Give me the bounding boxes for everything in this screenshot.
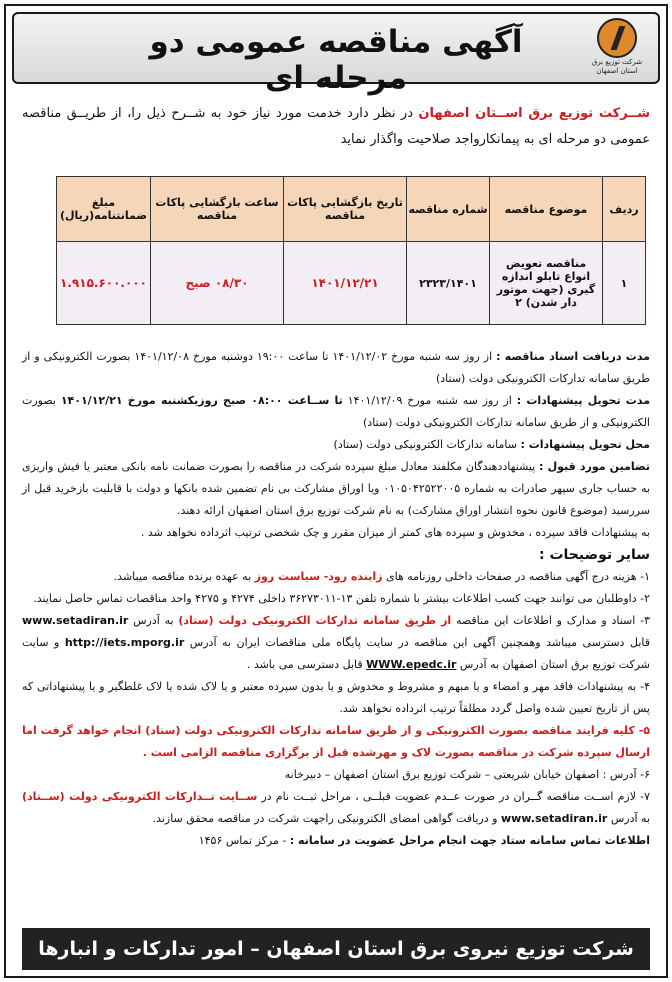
- guarantees: [22, 456, 650, 522]
- deliver-text-1: از روز سه شنبه مورخ ۱۴۰۱/۱۲/۰۹: [342, 394, 517, 407]
- item7-a: ۷- لازم اســت مناقصه گــران در صورت عــدم عضویت قبلــی ، مراحل ثبــت نام در: [257, 790, 650, 803]
- item-6: ۶- آدرس : اصفهان خیابان شریعتی – شرکت توزیع برق استان اصفهان – دبیرخانه: [284, 768, 650, 781]
- item-5: ۵- کلیه فرایند مناقصه بصورت الکترونیکی و از طریق سامانه تدارکات الکترونیکی دولت (ستاد) انجام خواهد گرفت اما ارسال سپرده شرکت در مناقصه بصورت لاک و مهرشده قبل از برگزاری مناقصه الزامی است .: [22, 724, 650, 759]
- logo-caption-1: شرکت توزیع برق: [591, 58, 643, 66]
- receive-label: مدت دریافت اسناد مناقصه :: [496, 350, 650, 363]
- deliver-offers: [22, 390, 650, 434]
- deposit-note: به پیشنهادات فاقد سپرده ، مخدوش و سپرده های کمتر از میزان مقرر و چک شخصی ترتیب اثرداده نخواهد شد .: [140, 526, 650, 539]
- col-subject: موضوع مناقصه: [490, 177, 603, 242]
- cell-guarantee: ۱.۹۱۵.۶۰۰.۰۰۰: [57, 242, 151, 325]
- deliver-label: مدت تحویل پیشنهادات :: [516, 394, 651, 407]
- item-2: ۲- داوطلبان می توانند جهت کسب اطلاعات بیشتر با شماره تلفن ۱۳-۳۶۲۷۳۰۱۱ داخلی ۴۲۷۴ و ۴۲۷۵ واحد مناقصات تماس حاصل نمایند.: [33, 592, 650, 605]
- item-3: [22, 610, 650, 676]
- col-guarantee: مبلغ ضمانتنامه(ریال): [57, 177, 151, 242]
- footer-banner: شرکت توزیع نیروی برق استان اصفهان – امور تدارکات و انبارها: [22, 928, 650, 970]
- col-row: ردیف: [603, 177, 646, 242]
- col-open-time: ساعت بازگشایی پاکات مناقصه: [151, 177, 284, 242]
- intro-text: در نظر دارد خدمت مورد نیاز خود به شــرح ذیل را، از طریــق مناقصه عمومی دو مرحله ای به پیمانکارواجد صلاحیت واگذار نماید: [22, 106, 650, 147]
- deliver-place: [22, 434, 650, 456]
- item7-b: به آدرس: [607, 812, 650, 825]
- notice-page: [4, 4, 668, 978]
- table-row: [57, 242, 646, 325]
- item-1: [22, 566, 650, 588]
- contact-info: [22, 830, 650, 852]
- details-section: [22, 346, 650, 852]
- cell-subject: مناقصه تعویض انواع تابلو اندازه گیری (جهت موتور دار شدن) ۲: [490, 242, 603, 325]
- item7-setad: ســایت تــدارکات الکترونیکی دولت (ســتاد): [22, 790, 258, 803]
- setad-link-2[interactable]: www.setadiran.ir: [500, 812, 608, 825]
- contact-text: - مرکز تماس ۱۴۵۶: [198, 834, 290, 847]
- receive-text: از روز سه شنبه مورخ ۱۴۰۱/۱۲/۰۲ تا ساعت ۱۹:۰۰ دوشنبه مورخ ۱۴۰۱/۱۲/۰۸ بصورت الکترونیکی و از طریق سامانه تدارکات الکترونیکی دولت (ستاد): [22, 350, 650, 385]
- lightning-icon: [597, 18, 637, 58]
- item-4: ۴- به پیشنهادات فاقد مهر و امضاء و یا مبهم و مشروط و مخدوش و یا بدون سپرده معتبر و یا لاک شده یا لاک غلطگیر و یا پیشنهاداتی که پس از تاریخ تعیین شده واصل گردد مطلقاً ترتیب اثرداده نخواهد شد.: [22, 680, 650, 715]
- col-number: شماره مناقصه: [407, 177, 490, 242]
- item3-setad: از طریق سامانه تدارکات الکترونیکی دولت (ستاد): [178, 614, 452, 627]
- item1-b: به عهده برنده مناقصه میباشد.: [113, 570, 255, 583]
- logo-caption-2: استان اصفهان: [596, 67, 638, 75]
- table-header-row: [57, 177, 646, 242]
- other-title: سایر توضیحات :: [538, 547, 650, 563]
- deliver-deadline: تا ســاعت ۰۸:۰۰ صبح روزیکشنبه مورخ ۱۴۰۱/۱۲/۲۱: [60, 394, 343, 407]
- item7-c: و دریافت گواهی امضای الکترونیکی راجهت شرکت در مناقصه محقق سازند.: [152, 812, 501, 825]
- iets-link[interactable]: http://iets.mporg.ir: [64, 636, 185, 649]
- item3-d: و سایت شرکت توزیع برق استان اصفهان به آدرس: [22, 636, 650, 671]
- tender-table: [56, 176, 646, 325]
- cell-row: ۱: [603, 242, 646, 325]
- company-name: شــرکت توزیع برق اســتان اصفهان: [418, 106, 650, 121]
- deliver-text-2: بصورت الکترونیکی و از طریق سامانه تدارکات الکترونیکی دولت (ستاد): [22, 394, 650, 429]
- item3-e: قابل دسترسی می باشد .: [246, 658, 367, 671]
- place-label: محل تحویل پیشنهادات :: [520, 438, 650, 451]
- col-open-date: تاریخ بازگشایی پاکات مناقصه: [284, 177, 407, 242]
- guarantee-label: تضامین مورد قبول :: [539, 460, 650, 473]
- newspapers: زاینده رود- سیاست روز: [254, 570, 383, 583]
- header-banner: [12, 12, 660, 96]
- epedc-link[interactable]: WWW.epedc.ir: [366, 658, 457, 671]
- page-title: آگهی مناقصه عمومی دو مرحله ای: [149, 24, 523, 96]
- guarantee-text: پیشنهاددهندگان مکلفند معادل مبلغ سپرده شرکت در مناقصه را بصورت ضمانت نامه بانکی معتبر یا فیش واریزی به حساب جاری سپهر صادرات به شماره ۰۱۰۵۰۴۲۵۲۲۰۰۵ ویا اوراق مشارکت بی نام تضمین شده بانکها و دولت با قابلیت بازخرید قبل از سررسید (موضوع قانون نحوه انتشار اوراق مشارکت) به نام شرکت توزیع برق استان اصفهان ارائه دهند.: [22, 460, 651, 517]
- item3-c: قابل دسترسی میباشد وهمچنین آگهی این مناقصه در سایت پایگاه ملی مناقصات ایران به آدرس: [184, 636, 650, 649]
- cell-number: ۲۳۲۳/۱۴۰۱: [407, 242, 490, 325]
- item1-a: ۱- هزینه درج آگهی مناقصه در صفحات داخلی روزنامه های: [382, 570, 650, 583]
- contact-label: اطلاعات تماس سامانه ستاد جهت انجام مراحل عضویت در سامانه :: [289, 834, 650, 847]
- company-logo: [582, 18, 652, 80]
- cell-open-date: ۱۴۰۱/۱۲/۲۱: [284, 242, 407, 325]
- cell-open-time: ۰۸/۳۰ صبح: [151, 242, 284, 325]
- setad-link[interactable]: www.setadiran.ir: [22, 614, 129, 627]
- item3-b: به آدرس: [128, 614, 179, 627]
- place-text: سامانه تدارکات الکترونیکی دولت (ستاد): [333, 438, 521, 451]
- item3-a: ۳- اسناد و مدارک و اطلاعات این مناقصه: [451, 614, 650, 627]
- receive-docs: [22, 346, 650, 390]
- item-7: [22, 786, 650, 830]
- intro-paragraph: [22, 101, 650, 153]
